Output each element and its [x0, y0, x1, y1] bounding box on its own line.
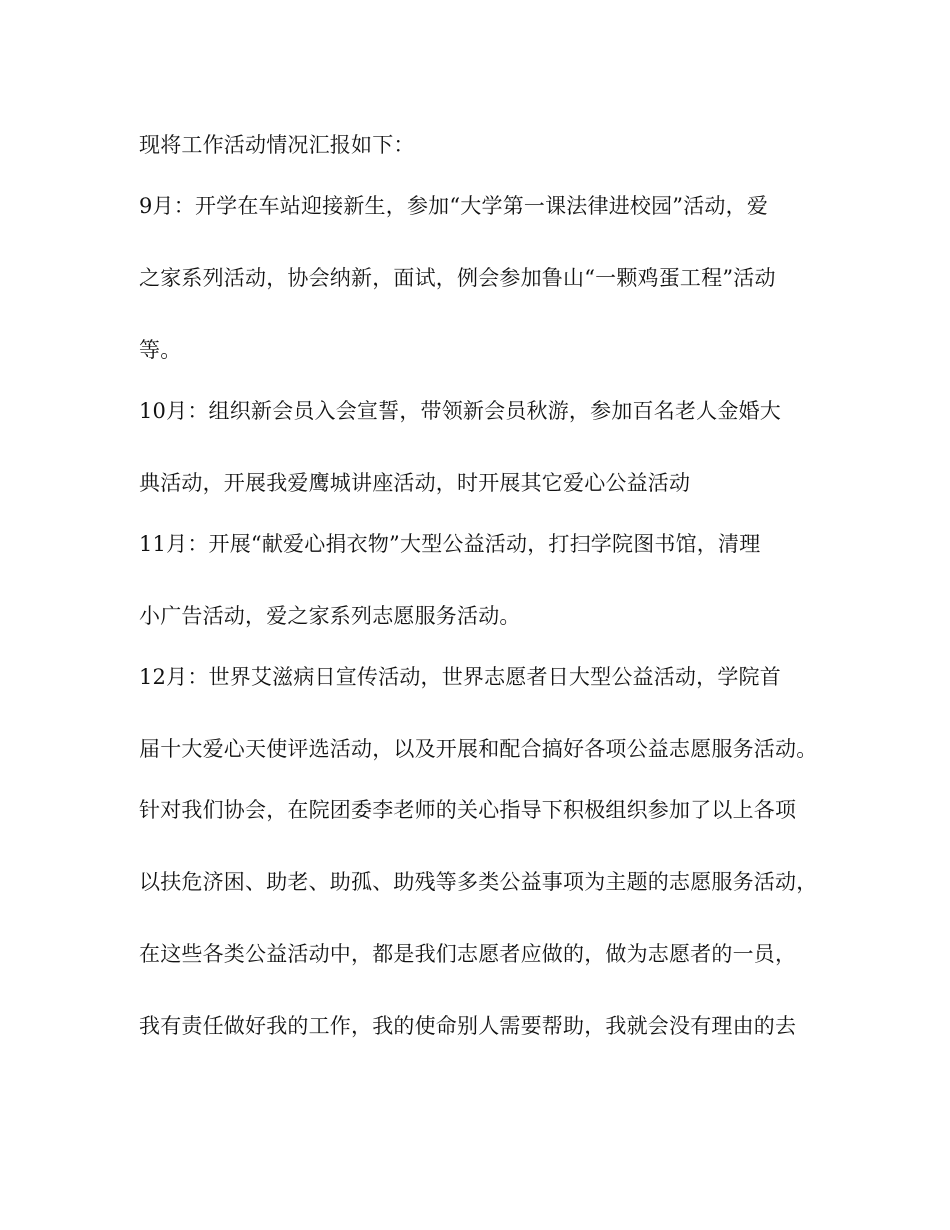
text-line: 届十大爱心天使评选活动，以及开展和配合搞好各项公益志愿服务活动。: [139, 737, 818, 761]
text-line: 现将工作活动情况汇报如下：: [139, 133, 415, 157]
text-line: 小广告活动，爱之家系列志愿服务活动。: [139, 604, 521, 628]
text-line: 我有责任做好我的工作，我的使命别人需要帮助，我就会没有理由的去: [139, 1014, 797, 1038]
text-line: 典活动，开展我爱鹰城讲座活动，时开展其它爱心公益活动: [139, 471, 691, 495]
text-line: 等。: [139, 338, 182, 362]
text-line: 9月：开学在车站迎接新生，参加“大学第一课法律进校园”活动，爱: [139, 194, 769, 218]
text-line: 在这些各类公益活动中，都是我们志愿者应做的，做为志愿者的一员，: [139, 942, 797, 966]
text-line: 11月：开展“献爱心捐衣物”大型公益活动，打扫学院图书馆，清理: [139, 532, 761, 556]
text-line: 10月：组织新会员入会宣誓，带领新会员秋游，参加百名老人金婚大: [139, 399, 781, 423]
text-line: 之家系列活动，协会纳新，面试，例会参加鲁山“一颗鸡蛋工程”活动: [139, 266, 776, 290]
text-line: 12月：世界艾滋病日宣传活动，世界志愿者日大型公益活动，学院首: [139, 665, 781, 689]
text-line: 针对我们协会，在院团委李老师的关心指导下积极组织参加了以上各项: [139, 798, 797, 822]
text-line: 以扶危济困、助老、助孤、助残等多类公益事项为主题的志愿服务活动，: [139, 870, 818, 894]
